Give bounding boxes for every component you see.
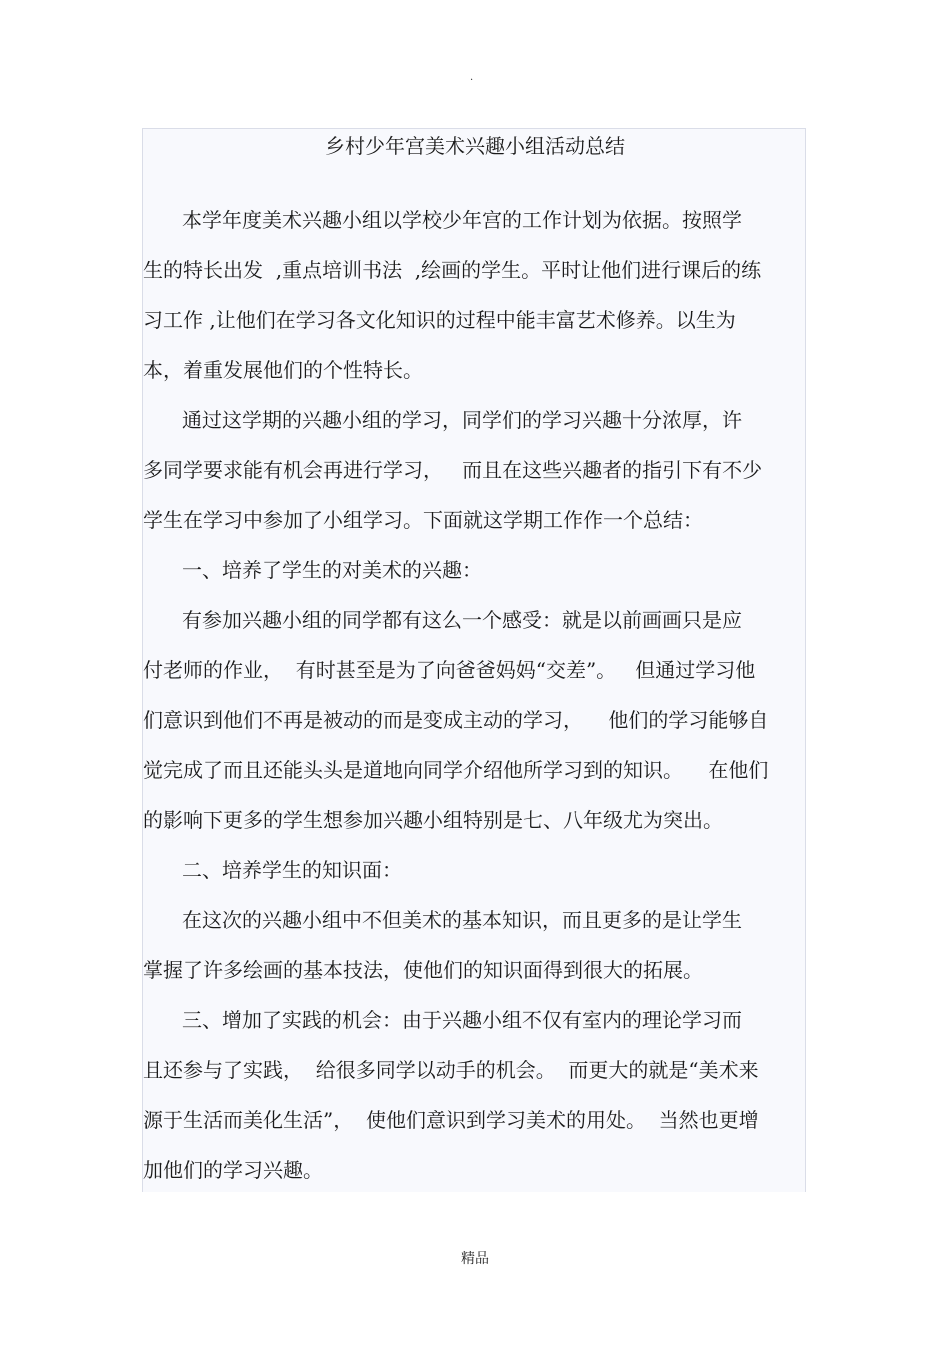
footer-label: 精品 [461, 1251, 489, 1267]
section-heading: 二、培养学生的知识面： [182, 858, 402, 882]
paragraph-line: 掌握了许多绘画的基本技法，使他们的知识面得到很大的拓展。 [143, 958, 703, 982]
paragraph-line: 觉完成了而且还能头头是道地向同学介绍他所学习到的知识。 在他们 [143, 758, 769, 782]
paragraph-line: 多同学要求能有机会再进行学习， 而且在这些兴趣者的指引下有不少 [143, 458, 763, 482]
paragraph-line: 付老师的作业， 有时甚至是为了向爸爸妈妈“交差”。 但通过学习他 [143, 658, 756, 682]
header-dot: . [470, 72, 474, 83]
paragraph-line: 源于生活而美化生活”， 使他们意识到学习美术的用处。 当然也更增 [143, 1108, 759, 1132]
paragraph-line: 习工作 ,让他们在学习各文化知识的过程中能丰富艺术修养。以生为 [143, 308, 736, 332]
section-heading: 三、增加了实践的机会：由于兴趣小组不仅有室内的理论学习而 [182, 1008, 742, 1032]
paragraph-line: 在这次的兴趣小组中不但美术的基本知识，而且更多的是让学生 [182, 908, 742, 932]
document-title: 乡村少年宫美术兴趣小组活动总结 [325, 134, 625, 158]
section-heading: 一、培养了学生的对美术的兴趣： [182, 558, 482, 582]
paragraph-line: 生的特长出发 ,重点培训书法 ,绘画的学生。平时让他们进行课后的练 [143, 258, 762, 282]
paragraph-line: 的影响下更多的学生想参加兴趣小组特别是七、八年级尤为突出。 [143, 808, 723, 832]
paragraph-line: 加他们的学习兴趣。 [143, 1158, 323, 1182]
paragraph-line: 学生在学习中参加了小组学习。下面就这学期工作作一个总结： [143, 508, 703, 532]
paragraph-line: 有参加兴趣小组的同学都有这么一个感受：就是以前画画只是应 [182, 608, 742, 632]
paragraph-line: 本学年度美术兴趣小组以学校少年宫的工作计划为依据。按照学 [182, 208, 742, 232]
paragraph-line: 本，着重发展他们的个性特长。 [143, 358, 423, 382]
paragraph-line: 们意识到他们不再是被动的而是变成主动的学习， 他们的学习能够自 [143, 708, 769, 732]
paragraph-line: 且还参与了实践， 给很多同学以动手的机会。 而更大的就是“美术来 [143, 1058, 759, 1082]
paragraph-line: 通过这学期的兴趣小组的学习，同学们的学习兴趣十分浓厚，许 [182, 408, 742, 432]
